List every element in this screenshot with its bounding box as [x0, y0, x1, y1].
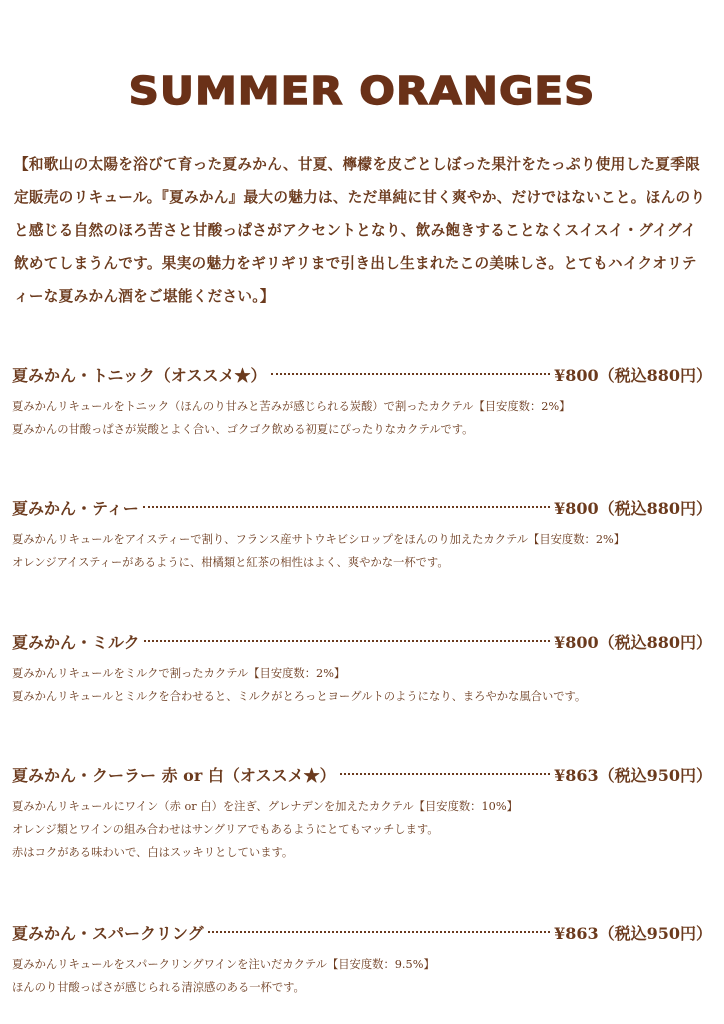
description-line: ほんのり甘酸っぱさが感じられる清涼感のある一杯です。 — [12, 981, 305, 994]
description-line: 夏みかんの甘酸っぱさが炭酸とよく合い、ゴクゴク飲める初夏にぴったりなカクテルです。 — [12, 423, 474, 436]
leader-dots — [208, 931, 550, 933]
description-line: オレンジ類とワインの組み合わせはサングリアでもあるようにとてもマッチします。 — [12, 823, 439, 836]
menu-item-header — [12, 921, 712, 944]
menu-item — [12, 496, 712, 574]
leader-dots — [144, 640, 550, 642]
description-line: 赤はコクがある味わいで、白はスッキリとしています。 — [12, 846, 294, 859]
description-line: 夏みかんリキュールをミルクで割ったカクテル【目安度数：2%】 — [12, 667, 346, 680]
menu-item-header — [12, 363, 712, 386]
menu-item-description — [12, 795, 712, 864]
leader-dots — [271, 373, 551, 375]
menu-item-description — [12, 953, 712, 999]
leader-dots — [143, 506, 550, 508]
menu-item — [12, 763, 712, 864]
menu-item — [12, 921, 712, 999]
menu-item-description — [12, 662, 712, 708]
menu-item-price: ¥863（税込950円） — [554, 924, 712, 943]
menu-item-name: 夏みかん・ミルク — [12, 633, 140, 652]
menu-item-description — [12, 528, 712, 574]
menu-item-name: 夏みかん・トニック（オススメ★） — [12, 366, 267, 385]
menu-item-description — [12, 395, 712, 441]
intro-paragraph: 【和歌山の太陽を浴びて育った夏みかん、甘夏、檸檬を皮ごとしぼった果汁をたっぷり使用した夏季限定販売のリキュール。『夏みかん』最大の魅力は、ただ単純に甘く爽やか、だけではないこと。ほんのりと感じる自然のほろ苦さと甘酸っぱさがアクセントとなり、飲み飽きすることなくスイスイ・グイグイ飲めてしまうんです。果実の魅力をギリギリまで引き出し生まれたこの美味しさ。とてもハイクオリティーな夏みかん酒をご堪能ください。】 — [14, 156, 706, 305]
menu-item-price: ¥800（税込880円） — [554, 633, 712, 652]
menu-item-name: 夏みかん・クーラー 赤 or 白（オススメ★） — [12, 766, 336, 785]
description-line: 夏みかんリキュールをスパークリングワインを注いだカクテル【目安度数：9.5%】 — [12, 958, 435, 971]
description-line: 夏みかんリキュールをアイスティーで割り、フランス産サトウキビシロップをほんのり加えたカクテル【目安度数：2%】 — [12, 533, 626, 546]
menu-item-name: 夏みかん・ティー — [12, 499, 139, 518]
menu-item-price: ¥863（税込950円） — [554, 766, 712, 785]
menu-item-header — [12, 496, 712, 519]
page-title: SUMMER ORANGES — [128, 67, 596, 114]
menu-item-header — [12, 630, 712, 653]
menu-item-price: ¥800（税込880円） — [554, 366, 712, 385]
menu-item-price: ¥800（税込880円） — [554, 499, 712, 518]
description-line: 夏みかんリキュールにワイン（赤 or 白）を注ぎ、グレナデンを加えたカクテル【目安度数：10%】 — [12, 800, 518, 813]
leader-dots — [340, 773, 550, 775]
description-line: 夏みかんリキュールとミルクを合わせると、ミルクがとろっとヨーグルトのようになり、まろやかな風合いです。 — [12, 690, 587, 703]
menu-item-header — [12, 763, 712, 786]
description-line: 夏みかんリキュールをトニック（ほんのり甘みと苦みが感じられる炭酸）で割ったカクテル【目安度数：2%】 — [12, 400, 571, 413]
menu-item — [12, 630, 712, 708]
description-line: オレンジアイスティーがあるように、柑橘類と紅茶の相性はよく、爽やかな一杯です。 — [12, 556, 449, 569]
menu-item — [12, 363, 712, 441]
menu-item-name: 夏みかん・スパークリング — [12, 924, 204, 943]
